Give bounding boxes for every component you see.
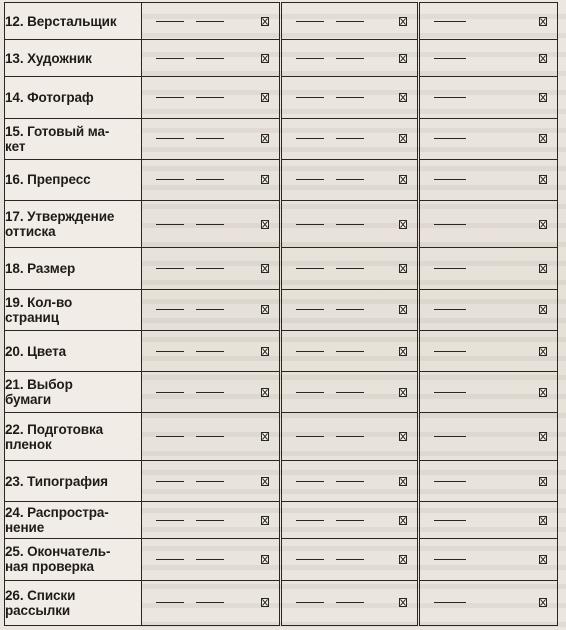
column-cell-2 [280, 372, 419, 413]
blank-line[interactable] [196, 224, 224, 225]
blank-line[interactable] [156, 351, 184, 352]
blank-line[interactable] [434, 392, 466, 393]
column-cell-2 [280, 3, 419, 40]
blank-lines [434, 309, 478, 310]
blank-line[interactable] [434, 351, 466, 352]
column-cell-2 [280, 248, 419, 289]
blank-lines [296, 179, 376, 180]
crossed-checkbox-icon[interactable] [399, 598, 407, 607]
crossed-checkbox-icon[interactable] [539, 264, 547, 273]
column-cell-2 [280, 580, 419, 626]
blank-line[interactable] [336, 224, 364, 225]
blank-lines [156, 436, 236, 437]
cell-content [282, 502, 418, 538]
cell-content [282, 331, 418, 371]
crossed-checkbox-icon[interactable] [261, 220, 269, 229]
checklist-row [5, 580, 558, 626]
cell-content [142, 539, 279, 579]
blank-line[interactable] [196, 481, 224, 482]
blank-line[interactable] [296, 138, 324, 139]
blank-line[interactable] [296, 602, 324, 603]
crossed-checkbox-icon[interactable] [539, 134, 547, 143]
blank-line[interactable] [296, 481, 324, 482]
crossed-checkbox-icon[interactable] [261, 477, 269, 486]
crossed-checkbox-icon[interactable] [261, 388, 269, 397]
checklist-row [5, 289, 558, 330]
blank-line[interactable] [196, 436, 224, 437]
cell-content [142, 413, 279, 459]
cell-content [282, 372, 418, 412]
blank-line[interactable] [336, 179, 364, 180]
crossed-checkbox-icon[interactable] [261, 134, 269, 143]
blank-line[interactable] [156, 224, 184, 225]
blank-line[interactable] [156, 436, 184, 437]
blank-lines [296, 602, 376, 603]
row-label: 24. Распростра- нение [5, 502, 142, 539]
blank-line[interactable] [296, 179, 324, 180]
cell-content [420, 248, 557, 288]
crossed-checkbox-icon[interactable] [399, 264, 407, 273]
column-cell-1 [142, 372, 281, 413]
cell-content [420, 201, 557, 247]
column-cell-3 [419, 201, 558, 248]
blank-line[interactable] [156, 309, 184, 310]
column-cell-1 [142, 502, 281, 539]
column-cell-1 [142, 413, 281, 460]
column-cell-1 [142, 580, 281, 626]
crossed-checkbox-icon[interactable] [539, 220, 547, 229]
column-cell-1 [142, 159, 281, 200]
column-cell-3 [419, 539, 558, 580]
blank-lines [156, 21, 236, 22]
crossed-checkbox-icon[interactable] [261, 17, 269, 26]
blank-line[interactable] [196, 58, 224, 59]
column-cell-1 [142, 201, 281, 248]
cell-content [420, 40, 557, 76]
blank-line[interactable] [156, 179, 184, 180]
column-cell-3 [419, 118, 558, 159]
crossed-checkbox-icon[interactable] [261, 598, 269, 607]
crossed-checkbox-icon[interactable] [399, 555, 407, 564]
blank-lines [296, 21, 376, 22]
column-cell-1 [142, 118, 281, 159]
blank-line[interactable] [336, 309, 364, 310]
crossed-checkbox-icon[interactable] [539, 347, 547, 356]
crossed-checkbox-icon[interactable] [261, 175, 269, 184]
checklist-row [5, 77, 558, 118]
blank-lines [296, 392, 376, 393]
blank-line[interactable] [296, 58, 324, 59]
blank-line[interactable] [296, 309, 324, 310]
column-cell-1 [142, 460, 281, 501]
crossed-checkbox-icon[interactable] [539, 477, 547, 486]
row-label: 26. Списки рассылки [5, 580, 142, 626]
blank-line[interactable] [156, 602, 184, 603]
blank-lines [296, 436, 376, 437]
column-cell-1 [142, 539, 281, 580]
blank-line[interactable] [156, 97, 184, 98]
checklist-row [5, 3, 558, 40]
crossed-checkbox-icon[interactable] [539, 598, 547, 607]
crossed-checkbox-icon[interactable] [539, 54, 547, 63]
checklist-row [5, 248, 558, 289]
blank-line[interactable] [336, 21, 364, 22]
checklist-body [5, 3, 558, 626]
blank-line[interactable] [296, 559, 324, 560]
blank-line[interactable] [336, 97, 364, 98]
blank-lines [434, 97, 478, 98]
blank-lines [156, 392, 236, 393]
blank-lines [156, 351, 236, 352]
blank-line[interactable] [336, 58, 364, 59]
cell-content [142, 248, 279, 288]
blank-lines [434, 138, 478, 139]
column-cell-2 [280, 413, 419, 460]
cell-content [282, 539, 418, 579]
crossed-checkbox-icon[interactable] [399, 134, 407, 143]
crossed-checkbox-icon[interactable] [539, 17, 547, 26]
blank-lines [296, 268, 376, 269]
blank-lines [296, 309, 376, 310]
crossed-checkbox-icon[interactable] [261, 347, 269, 356]
blank-line[interactable] [336, 351, 364, 352]
blank-lines [156, 138, 236, 139]
checklist-row [5, 118, 558, 159]
cell-content [420, 3, 557, 39]
blank-lines [434, 392, 478, 393]
checklist-row [5, 539, 558, 580]
blank-line[interactable] [336, 436, 364, 437]
cell-content [282, 40, 418, 76]
blank-line[interactable] [196, 392, 224, 393]
crossed-checkbox-icon[interactable] [399, 305, 407, 314]
crossed-checkbox-icon[interactable] [399, 220, 407, 229]
blank-lines [156, 58, 236, 59]
blank-line[interactable] [296, 392, 324, 393]
blank-lines [434, 602, 478, 603]
blank-lines [156, 224, 236, 225]
blank-line[interactable] [196, 21, 224, 22]
cell-content [142, 77, 279, 117]
row-label: 13. Художник [5, 40, 142, 77]
crossed-checkbox-icon[interactable] [261, 516, 269, 525]
crossed-checkbox-icon[interactable] [399, 347, 407, 356]
cell-content [142, 502, 279, 538]
cell-content [142, 160, 279, 200]
blank-line[interactable] [196, 309, 224, 310]
crossed-checkbox-icon[interactable] [539, 305, 547, 314]
crossed-checkbox-icon[interactable] [399, 477, 407, 486]
blank-line[interactable] [296, 520, 324, 521]
checklist-row [5, 372, 558, 413]
crossed-checkbox-icon[interactable] [399, 388, 407, 397]
column-cell-1 [142, 330, 281, 371]
cell-content [420, 372, 557, 412]
row-label: 12. Верстальщик [5, 3, 142, 40]
blank-line[interactable] [434, 520, 466, 521]
blank-line[interactable] [434, 21, 466, 22]
row-label: 16. Препресс [5, 159, 142, 200]
crossed-checkbox-icon[interactable] [399, 54, 407, 63]
column-cell-3 [419, 77, 558, 118]
blank-line[interactable] [434, 97, 466, 98]
cell-content [420, 290, 557, 330]
cell-content [142, 201, 279, 247]
blank-lines [434, 520, 478, 521]
crossed-checkbox-icon[interactable] [261, 432, 269, 441]
crossed-checkbox-icon[interactable] [539, 555, 547, 564]
crossed-checkbox-icon[interactable] [399, 175, 407, 184]
column-cell-2 [280, 201, 419, 248]
cell-content [420, 413, 557, 459]
checklist-row [5, 502, 558, 539]
blank-line[interactable] [434, 268, 466, 269]
blank-line[interactable] [156, 559, 184, 560]
cell-content [282, 160, 418, 200]
cell-content [420, 461, 557, 501]
blank-lines [296, 520, 376, 521]
blank-line[interactable] [196, 138, 224, 139]
blank-line[interactable] [296, 436, 324, 437]
blank-line[interactable] [434, 309, 466, 310]
cell-content [282, 201, 418, 247]
cell-content [142, 372, 279, 412]
column-cell-2 [280, 118, 419, 159]
column-cell-3 [419, 159, 558, 200]
blank-line[interactable] [196, 602, 224, 603]
column-cell-2 [280, 159, 419, 200]
column-cell-2 [280, 77, 419, 118]
cell-content [142, 3, 279, 39]
blank-lines [296, 58, 376, 59]
blank-line[interactable] [196, 268, 224, 269]
row-label: 15. Готовый ма- кет [5, 118, 142, 159]
crossed-checkbox-icon[interactable] [539, 388, 547, 397]
cell-content [282, 77, 418, 117]
crossed-checkbox-icon[interactable] [539, 175, 547, 184]
blank-lines [434, 268, 478, 269]
column-cell-2 [280, 330, 419, 371]
column-cell-1 [142, 77, 281, 118]
cell-content [420, 77, 557, 117]
column-cell-3 [419, 580, 558, 626]
cell-content [420, 539, 557, 579]
blank-line[interactable] [196, 351, 224, 352]
row-label: 25. Окончатель- ная проверка [5, 539, 142, 580]
column-cell-3 [419, 289, 558, 330]
column-cell-3 [419, 330, 558, 371]
cell-content [420, 119, 557, 159]
row-label: 23. Типография [5, 460, 142, 501]
column-cell-1 [142, 3, 281, 40]
crossed-checkbox-icon[interactable] [539, 432, 547, 441]
column-cell-2 [280, 539, 419, 580]
crossed-checkbox-icon[interactable] [399, 17, 407, 26]
blank-lines [434, 481, 478, 482]
checklist-row [5, 460, 558, 501]
blank-line[interactable] [336, 138, 364, 139]
cell-content [142, 40, 279, 76]
blank-lines [434, 179, 478, 180]
blank-lines [434, 559, 478, 560]
blank-line[interactable] [434, 481, 466, 482]
blank-line[interactable] [336, 481, 364, 482]
cell-content [282, 3, 418, 39]
column-cell-3 [419, 3, 558, 40]
blank-line[interactable] [336, 520, 364, 521]
blank-lines [434, 21, 478, 22]
crossed-checkbox-icon[interactable] [399, 432, 407, 441]
blank-line[interactable] [296, 97, 324, 98]
column-cell-2 [280, 40, 419, 77]
column-cell-1 [142, 289, 281, 330]
crossed-checkbox-icon[interactable] [261, 93, 269, 102]
blank-lines [434, 436, 478, 437]
blank-lines [434, 224, 478, 225]
blank-lines [296, 138, 376, 139]
crossed-checkbox-icon[interactable] [261, 264, 269, 273]
row-label: 22. Подготовка пленок [5, 413, 142, 460]
crossed-checkbox-icon[interactable] [399, 516, 407, 525]
crossed-checkbox-icon[interactable] [539, 516, 547, 525]
blank-lines [156, 268, 236, 269]
checklist-row [5, 159, 558, 200]
row-label: 20. Цвета [5, 330, 142, 371]
blank-lines [156, 520, 236, 521]
cell-content [142, 331, 279, 371]
blank-line[interactable] [296, 224, 324, 225]
row-label: 14. Фотограф [5, 77, 142, 118]
column-cell-3 [419, 248, 558, 289]
cell-content [142, 290, 279, 330]
blank-line[interactable] [434, 224, 466, 225]
blank-line[interactable] [156, 58, 184, 59]
cell-content [420, 581, 557, 626]
blank-line[interactable] [196, 179, 224, 180]
cell-content [142, 461, 279, 501]
blank-line[interactable] [156, 268, 184, 269]
column-cell-2 [280, 289, 419, 330]
blank-lines [156, 97, 236, 98]
cell-content [142, 119, 279, 159]
production-checklist-table [4, 2, 558, 626]
row-label: 19. Кол-во страниц [5, 289, 142, 330]
cell-content [282, 413, 418, 459]
cell-content [282, 290, 418, 330]
crossed-checkbox-icon[interactable] [399, 93, 407, 102]
blank-line[interactable] [156, 392, 184, 393]
blank-line[interactable] [156, 138, 184, 139]
cell-content [420, 160, 557, 200]
blank-line[interactable] [336, 602, 364, 603]
row-label: 17. Утверждение оттиска [5, 201, 142, 248]
blank-line[interactable] [434, 602, 466, 603]
cell-content [282, 581, 418, 626]
row-label: 21. Выбор бумаги [5, 372, 142, 413]
column-cell-3 [419, 40, 558, 77]
crossed-checkbox-icon[interactable] [261, 305, 269, 314]
blank-lines [156, 602, 236, 603]
blank-lines [156, 559, 236, 560]
checklist-row [5, 413, 558, 460]
checklist-row [5, 201, 558, 248]
blank-lines [296, 97, 376, 98]
column-cell-2 [280, 460, 419, 501]
column-cell-3 [419, 460, 558, 501]
cell-content [142, 581, 279, 626]
blank-line[interactable] [434, 58, 466, 59]
blank-lines [156, 179, 236, 180]
column-cell-1 [142, 248, 281, 289]
cell-content [420, 331, 557, 371]
blank-line[interactable] [296, 268, 324, 269]
cell-content [282, 461, 418, 501]
cell-content [282, 248, 418, 288]
cell-content [282, 119, 418, 159]
blank-line[interactable] [336, 268, 364, 269]
blank-lines [434, 351, 478, 352]
blank-line[interactable] [196, 559, 224, 560]
blank-line[interactable] [336, 392, 364, 393]
blank-line[interactable] [434, 436, 466, 437]
blank-line[interactable] [336, 559, 364, 560]
column-cell-2 [280, 502, 419, 539]
blank-lines [434, 58, 478, 59]
blank-lines [156, 309, 236, 310]
blank-line[interactable] [296, 351, 324, 352]
blank-line[interactable] [156, 481, 184, 482]
blank-line[interactable] [156, 520, 184, 521]
crossed-checkbox-icon[interactable] [539, 93, 547, 102]
column-cell-1 [142, 40, 281, 77]
blank-line[interactable] [434, 138, 466, 139]
blank-lines [296, 481, 376, 482]
blank-line[interactable] [434, 559, 466, 560]
column-cell-3 [419, 372, 558, 413]
blank-line[interactable] [156, 21, 184, 22]
crossed-checkbox-icon[interactable] [261, 54, 269, 63]
checklist-row [5, 40, 558, 77]
column-cell-3 [419, 413, 558, 460]
cell-content [420, 502, 557, 538]
column-cell-3 [419, 502, 558, 539]
blank-line[interactable] [434, 179, 466, 180]
blank-line[interactable] [196, 97, 224, 98]
blank-lines [296, 351, 376, 352]
blank-lines [296, 224, 376, 225]
blank-line[interactable] [296, 21, 324, 22]
blank-lines [156, 481, 236, 482]
blank-lines [296, 559, 376, 560]
blank-line[interactable] [196, 520, 224, 521]
crossed-checkbox-icon[interactable] [261, 555, 269, 564]
row-label: 18. Размер [5, 248, 142, 289]
checklist-row [5, 330, 558, 371]
